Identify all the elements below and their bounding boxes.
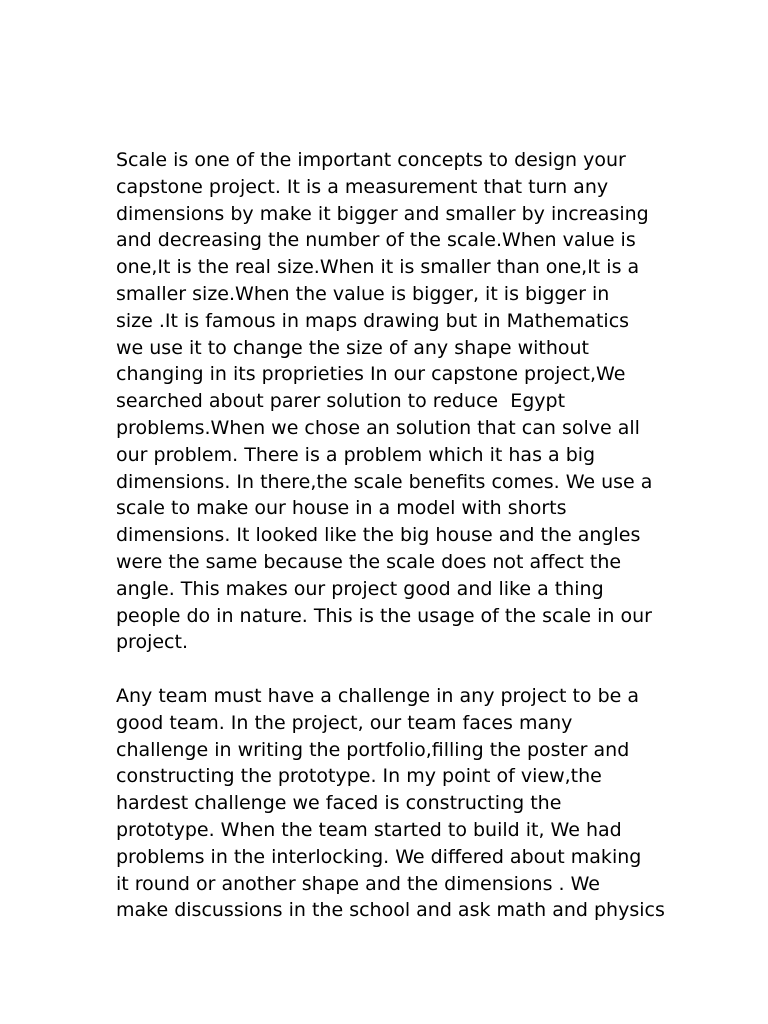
text-line: angle. This makes our project good and like a thing — [116, 577, 604, 600]
paragraph-scale — [116, 147, 661, 656]
text-line: one,It is the real size.When it is smaller than one,It is a — [116, 256, 640, 279]
text-line: and decreasing the number of the scale.When value is — [116, 229, 636, 252]
text-line: dimensions. In there,the scale benefits comes. We use a — [116, 470, 653, 493]
text-line: scale to make our house in a model with shorts — [116, 497, 567, 520]
text-line: make discussions in the school and ask math and physics — [116, 899, 665, 922]
text-line: were the same because the scale does not affect the — [116, 550, 622, 573]
text-line: prototype. When the team started to build it, We had — [116, 818, 622, 841]
text-line: project. — [116, 631, 188, 654]
text-line: changing in its proprieties In our capstone project,We — [116, 363, 626, 386]
text-line: searched about parer solution to reduce Egypt — [116, 390, 566, 413]
text-line: it round or another shape and the dimensions . We — [116, 872, 600, 895]
text-line: people do in nature. This is the usage of the scale in our — [116, 604, 652, 627]
text-line: problems in the interlocking. We differed about making — [116, 845, 642, 868]
text-line: capstone project. It is a measurement that turn any — [116, 175, 609, 198]
text-line: Any team must have a challenge in any project to be a — [116, 684, 640, 707]
paragraph-spacer — [116, 656, 661, 683]
text-line: our problem. There is a problem which it has a big — [116, 443, 596, 466]
text-line: size .It is famous in maps drawing but in Mathematics — [116, 309, 630, 332]
text-line: dimensions by make it bigger and smaller by increasing — [116, 202, 649, 225]
text-line: hardest challenge we faced is constructing the — [116, 792, 562, 815]
document-body — [116, 147, 665, 924]
text-line: constructing the prototype. In my point of view,the — [116, 765, 602, 788]
text-line: challenge in writing the portfolio,filling the poster and — [116, 738, 630, 761]
text-line: problems.When we chose an solution that can solve all — [116, 416, 640, 439]
text-line: we use it to change the size of any shape without — [116, 336, 590, 359]
text-line: good team. In the project, our team faces many — [116, 711, 573, 734]
paragraph-challenge — [116, 683, 665, 924]
text-line: dimensions. It looked like the big house and the angles — [116, 524, 641, 547]
text-line: Scale is one of the important concepts to design your — [116, 149, 626, 171]
text-line: smaller size.When the value is bigger, it is bigger in — [116, 282, 610, 305]
